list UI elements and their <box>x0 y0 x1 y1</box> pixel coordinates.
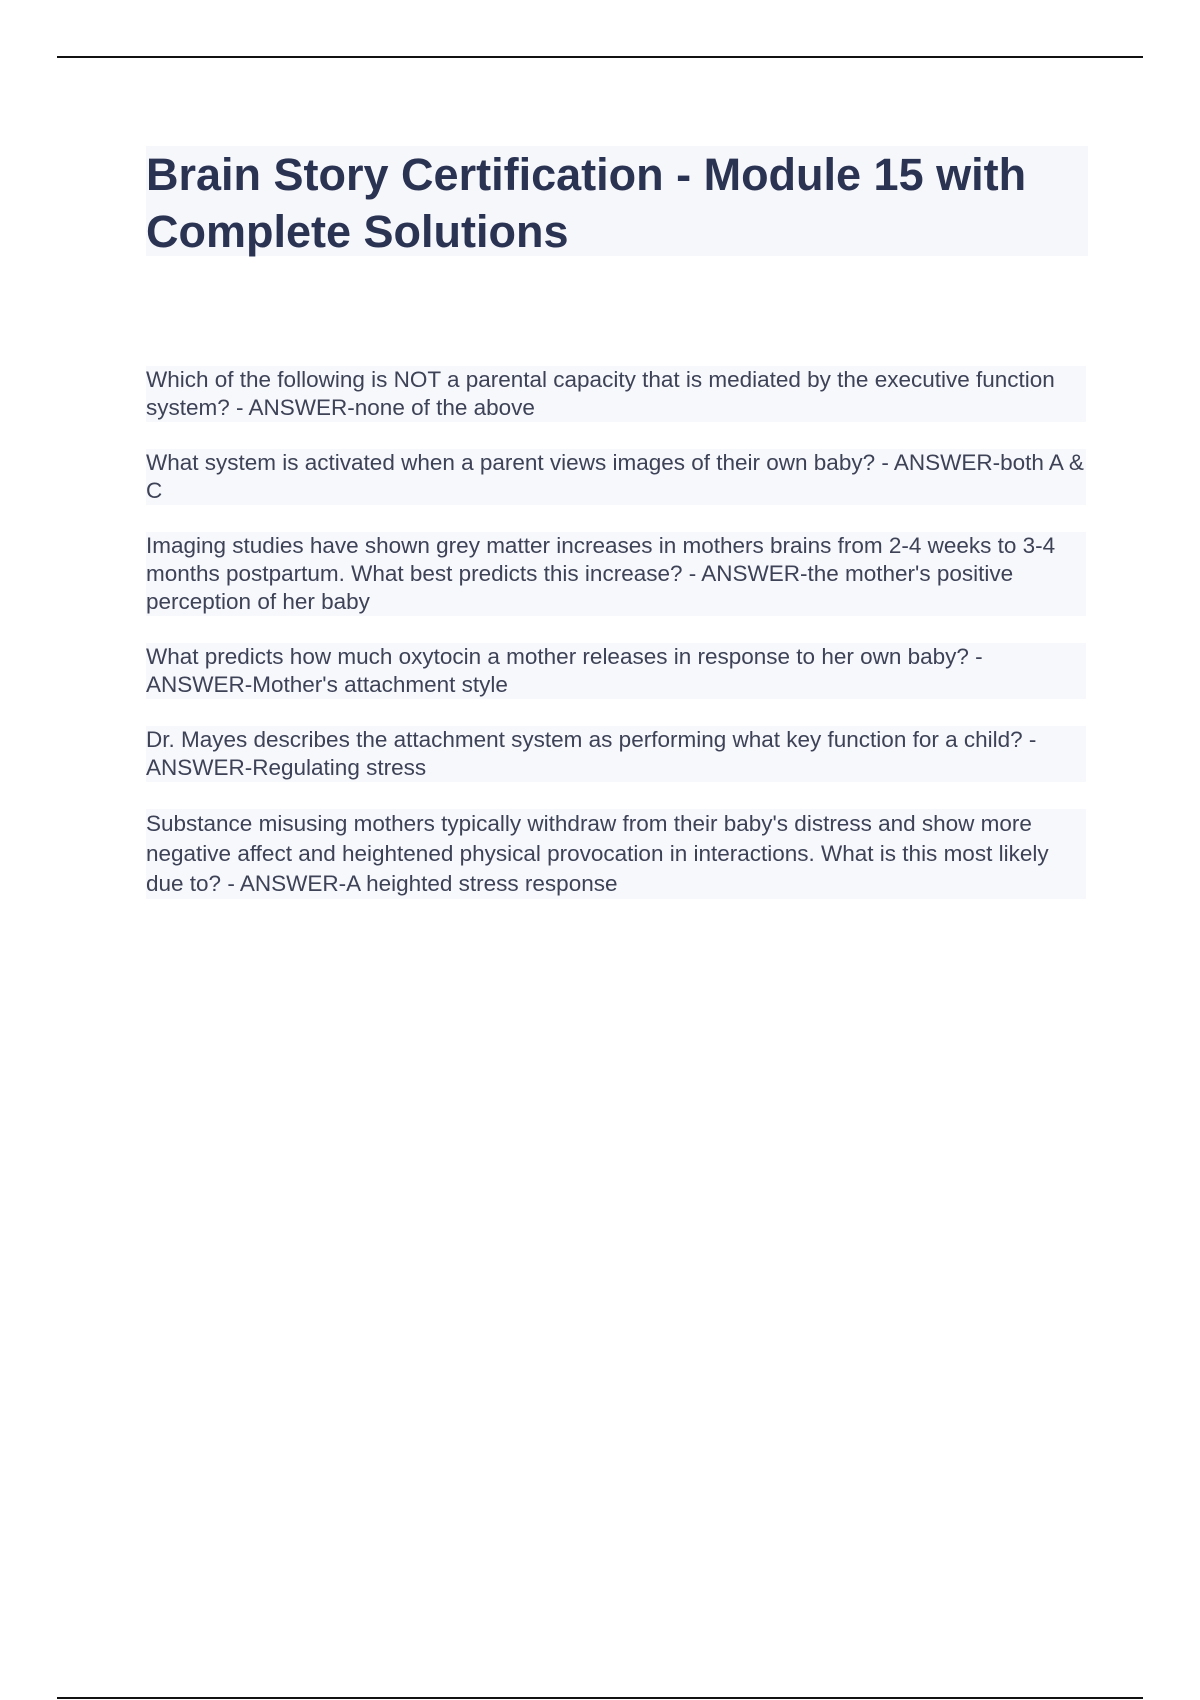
qa-item <box>146 643 1086 699</box>
qa-item <box>146 726 1086 782</box>
qa-item <box>146 366 1086 422</box>
bottom-rule <box>57 1697 1143 1699</box>
qa-text: Which of the following is NOT a parental capacity that is mediated by the executive function system? - ANSWER-none of the above <box>146 366 1086 422</box>
qa-item <box>146 809 1086 899</box>
title-block <box>146 146 1088 256</box>
qa-item <box>146 532 1086 616</box>
qa-item <box>146 449 1086 505</box>
qa-text: Imaging studies have shown grey matter increases in mothers brains from 2-4 weeks to 3-4 months postpartum. What best predicts this increase? - ANSWER-the mother's positive perception of her baby <box>146 532 1086 616</box>
qa-text: What predicts how much oxytocin a mother releases in response to her own baby? - ANSWER-Mother's attachment style <box>146 643 1086 699</box>
document-title: Brain Story Certification - Module 15 with Complete Solutions <box>146 149 1027 257</box>
qa-text: Dr. Mayes describes the attachment system as performing what key function for a child? - ANSWER-Regulating stress <box>146 726 1086 782</box>
top-rule <box>57 56 1143 58</box>
qa-text: Substance misusing mothers typically withdraw from their baby's distress and show more negative affect and heightened physical provocation in interactions. What is this most likely due to? - ANSWER-A heighted stress response <box>146 809 1086 899</box>
qa-text: What system is activated when a parent views images of their own baby? - ANSWER-both A & C <box>146 449 1086 505</box>
qa-list <box>146 366 1086 926</box>
